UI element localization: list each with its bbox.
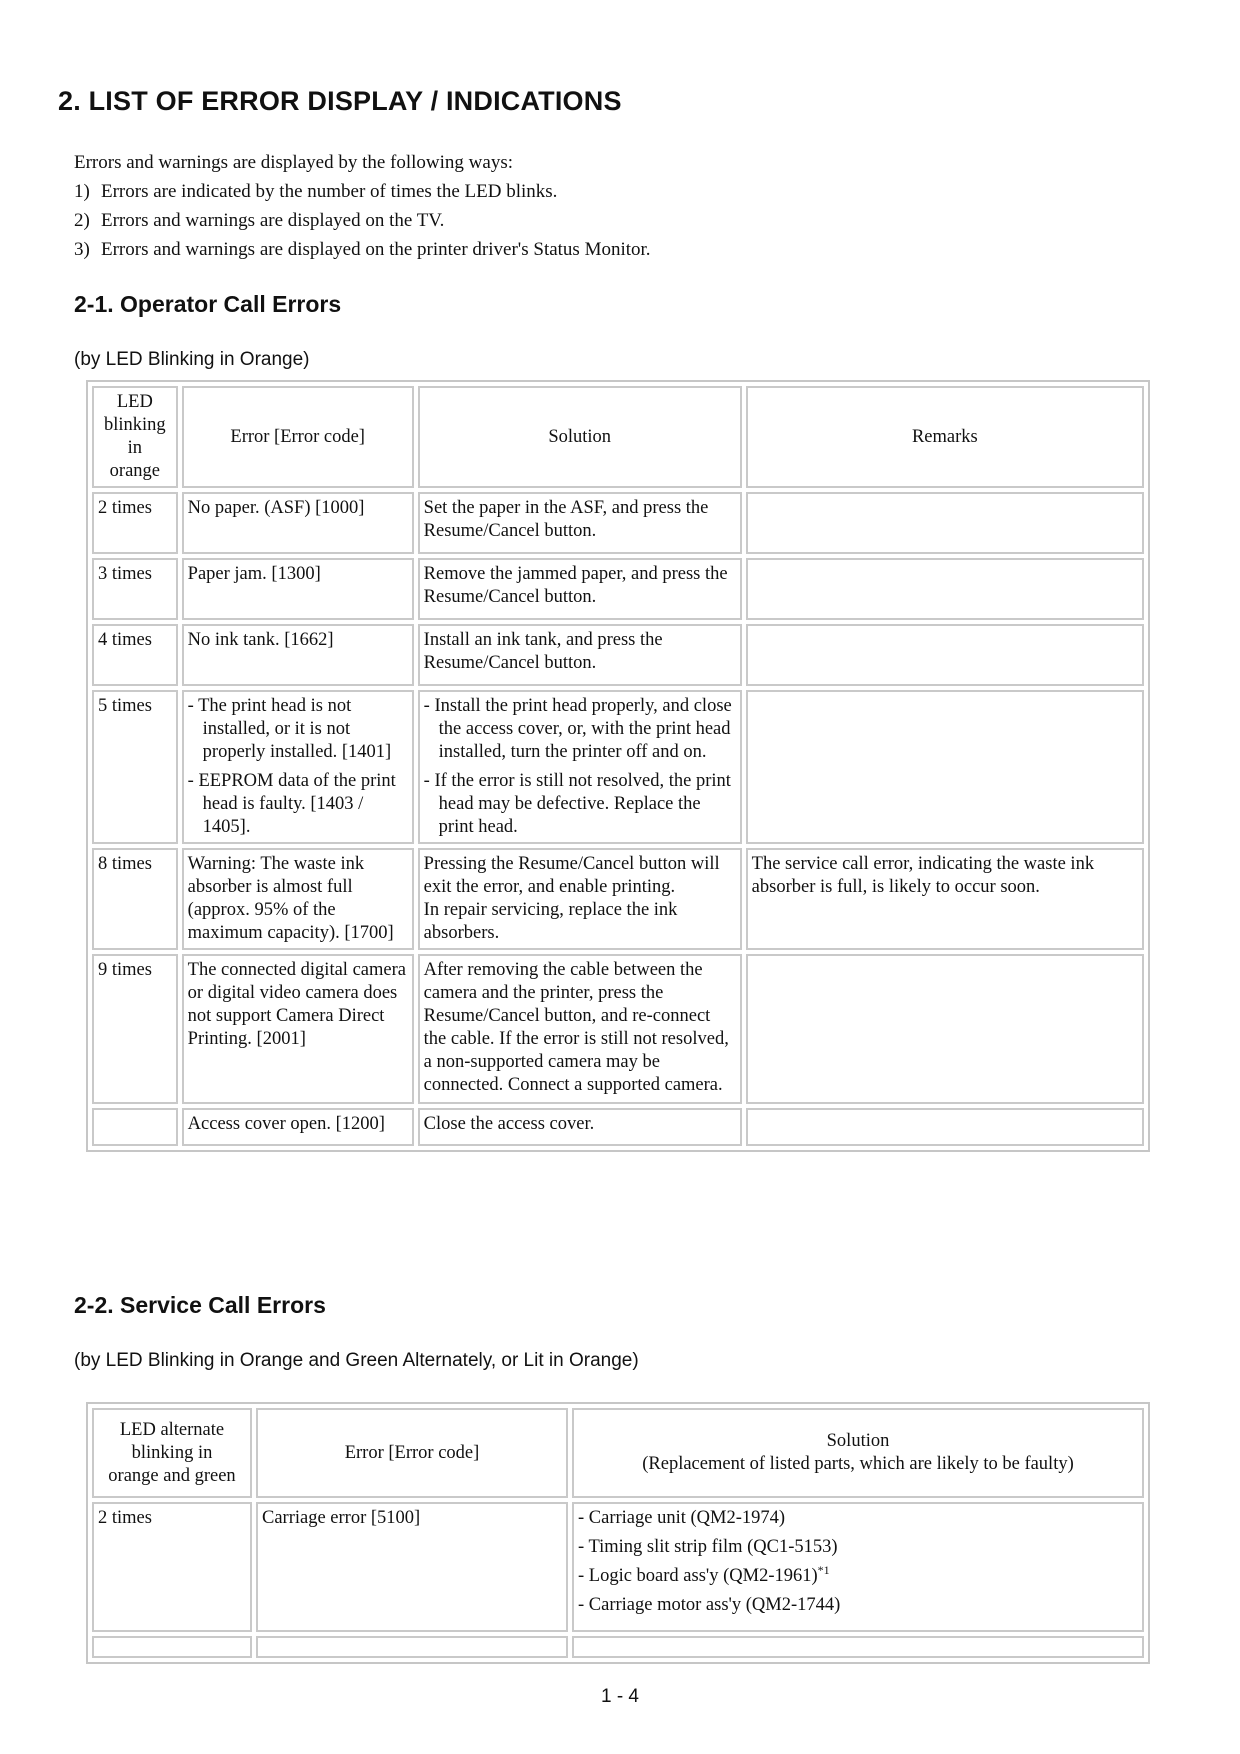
table-row [92,624,1144,686]
cell-solution: - Install the print head properly, and close the access cover, or, with the print head installed, turn the printer off and on. - If the error is still not resolved, the print head may be defective. Replace the print head. [418,690,742,844]
cell-led: 2 times [92,1502,252,1632]
cell-error: The connected digital camera or digital video camera does not support Camera Direct Printing. [2001] [182,954,414,1104]
cell-remarks [746,1108,1144,1146]
cell-solution: Close the access cover. [418,1108,742,1146]
header-error: Error [Error code] [256,1408,568,1498]
service-subtitle: (by LED Blinking in Orange and Green Alternately, or Lit in Orange) [74,1350,639,1371]
cell-solution: Pressing the Resume/Cancel button will exit the error, and enable printing. In repair servicing, replace the ink absorbers. [418,848,742,950]
table-row [92,1636,1144,1658]
cell-error: No paper. (ASF) [1000] [182,492,414,554]
cell-led: 4 times [92,624,178,686]
cell-led: 8 times [92,848,178,950]
table-row [92,1108,1144,1146]
table-row [92,954,1144,1104]
cell-remarks: The service call error, indicating the waste ink absorber is full, is likely to occur soon. [746,848,1144,950]
cell-led: 2 times [92,492,178,554]
service-error-table [86,1402,1150,1664]
table-row [92,690,1144,844]
intro-block [74,148,651,264]
cell-remarks [746,492,1144,554]
part-item: - Carriage unit (QM2-1974) [578,1508,786,1528]
part-item: - Carriage motor ass'y (QM2-1744) [578,1595,841,1615]
main-title: 2. LIST OF ERROR DISPLAY / INDICATIONS [58,86,622,116]
cell-error: No ink tank. [1662] [182,624,414,686]
cell-error: Carriage error [5100] [256,1502,568,1632]
cell-remarks [746,624,1144,686]
cell-led: 5 times [92,690,178,844]
service-section-title: 2-2. Service Call Errors [74,1292,326,1318]
operator-error-table [86,380,1150,1152]
cell-solution: Install an ink tank, and press the Resume/Cancel button. [418,624,742,686]
part-item: - Timing slit strip film (QC1-5153) [578,1537,838,1557]
intro-list-item: 3) Errors and warnings are displayed on the printer driver's Status Monitor. [74,239,651,260]
cell-error: Access cover open. [1200] [182,1108,414,1146]
cell-error [256,1636,568,1658]
intro-list-item: 2) Errors and warnings are displayed on the TV. [74,210,445,231]
part-item: - Logic board ass'y $(QM2-1961)^{*1}$ [578,1562,830,1586]
header-led: LED blinking in orange [92,386,178,488]
intro-list-item: 1) Errors are indicated by the number of times the LED blinks. [74,181,558,202]
footnote-mark: *1 [817,1562,830,1577]
cell-solution [572,1636,1144,1658]
cell-error: - The print head is not installed, or it is not properly installed. [1401] - EEPROM data of the print head is faulty. [1403 / 1405]. [182,690,414,844]
cell-led [92,1636,252,1658]
cell-remarks [746,558,1144,620]
cell-solution: After removing the cable between the camera and the printer, press the Resume/Cancel button, and re-connect the cable. If the error is still not resolved, a non-supported camera may be connected. Connect a supported camera. [418,954,742,1104]
cell-solution: Set the paper in the ASF, and press the Resume/Cancel button. [418,492,742,554]
cell-remarks [746,954,1144,1104]
cell-remarks [746,690,1144,844]
cell-led [92,1108,178,1146]
table-header-row [92,386,1144,488]
operator-subtitle: (by LED Blinking in Orange) [74,349,310,370]
cell-error: Warning: The waste ink absorber is almost full (approx. 95% of the maximum capacity). [1700] [182,848,414,950]
cell-error: Paper jam. [1300] [182,558,414,620]
header-remarks: Remarks [746,386,1144,488]
cell-led: 3 times [92,558,178,620]
table-row [92,1502,1144,1632]
cell-solution [572,1502,1144,1632]
operator-section-title: 2-1. Operator Call Errors [74,291,342,317]
table-row [92,558,1144,620]
cell-solution: Remove the jammed paper, and press the Resume/Cancel button. [418,558,742,620]
intro-lead: Errors and warnings are displayed by the following ways: [74,152,514,173]
cell-led: 9 times [92,954,178,1104]
header-solution: Solution [418,386,742,488]
table-row [92,848,1144,950]
table-header-row [92,1408,1144,1498]
header-error: Error [Error code] [182,386,414,488]
page-number: 1 - 4 [600,1686,640,1707]
table-row [92,492,1144,554]
header-led: LED alternate blinking in orange and green [92,1408,252,1498]
header-solution: Solution (Replacement of listed parts, which are likely to be faulty) [572,1408,1144,1498]
